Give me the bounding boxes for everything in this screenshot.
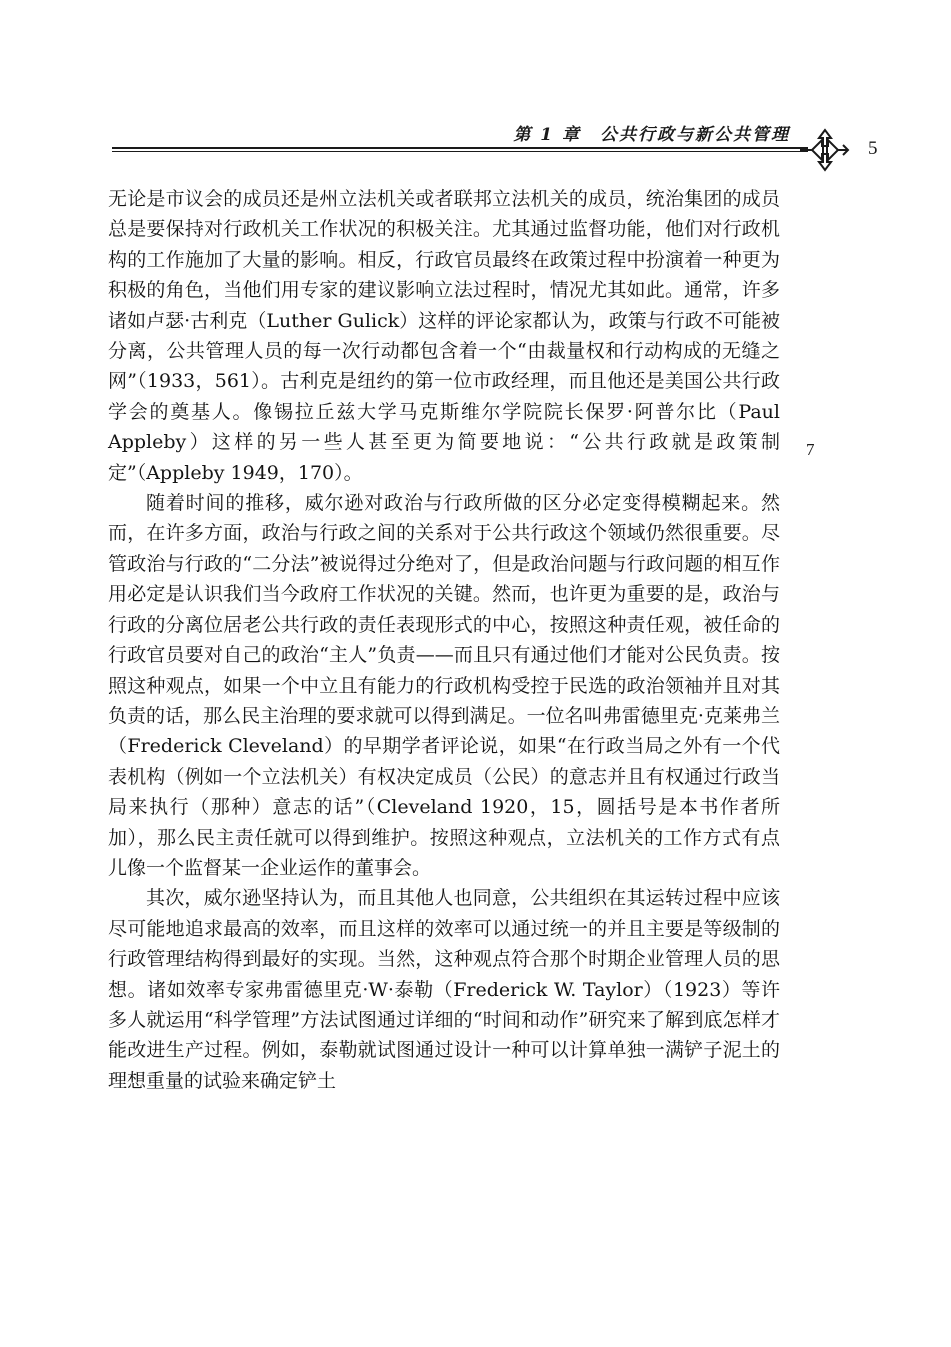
header-rule [112, 147, 808, 149]
body-text [108, 184, 780, 1096]
running-header-chapter-title: 第 1 章 公共行政与新公共管理 [513, 125, 790, 145]
paragraph: 其次，威尔逊坚持认为，而且其他人也同意，公共组织在其运转过程中应该尽可能地追求最高的效率，而且这样的效率可以通过统一的并且主要是等级制的行政管理结构得到最好的实现。当然，这种观点符合那个时期企业管理人员的思想。诸如效率专家弗雷德里克·W·泰勒（Frederick W. Taylor）（1923）等许多人就运用“科学管理”方法试图通过详细的“时间和动作”研究来了解到底怎样才能改进生产过程。例如，泰勒就试图通过设计一种可以计算单独一满铲子泥土的理想重量的试验来确定铲土 [108, 887, 780, 1092]
double-arrow-ornament-icon [798, 126, 850, 174]
paragraph: 无论是市议会的成员还是州立法机关或者联邦立法机关的成员，统治集团的成员总是要保持对行政机关工作状况的积极关注。尤其通过监督功能，他们对行政机构的工作施加了大量的影响。相反，行政官员最终在政策过程中扮演着一种更为积极的角色，当他们用专家的建议影响立法过程时，情况尤其如此。通常，许多诸如卢瑟·古利克（Luther Gulick）这样的评论家都认为，政策与行政不可能被分离，公共管理人员的每一次行动都包含着一个“由裁量权和行动构成的无缝之网”（1933，561）。古利克是纽约的第一位市政经理，而且他还是美国公共行政学会的奠基人。像锡拉丘兹大学马克斯维尔学院院长保罗·阿普尔比（Paul Appleby）这样的另一些人甚至更为简要地说：“公共行政就是政策制定”（Appleby 1949，170）。 [108, 188, 780, 484]
paragraph: 随着时间的推移，威尔逊对政治与行政所做的区分必定变得模糊起来。然而，在许多方面，政治与行政之间的关系对于公共行政这个领域仍然很重要。尽管政治与行政的“二分法”被说得过分绝对了，但是政治问题与行政问题的相互作用必定是认识我们当今政府工作状况的关键。然而，也许更为重要的是，政治与行政的分离位居老公共行政的责任表现形式的中心，按照这种责任观，被任命的行政官员要对自己的政治“主人”负责——而且只有通过他们才能对公民负责。按照这种观点，如果一个中立且有能力的行政机构受控于民选的政治领袖并且对其负责的话，那么民主治理的要求就可以得到满足。一位名叫弗雷德里克·克莱弗兰（Frederick Cleveland）的早期学者评论说，如果“在行政当局之外有一个代表机构（例如一个立法机关）有权决定成员（公民）的意志并且有权通过行政当局来执行（那种）意志的话”（Cleveland 1920，15，圆括号是本书作者所加），那么民主责任就可以得到维护。按照这种观点，立法机关的工作方式有点儿像一个监督某一企业运作的董事会。 [108, 492, 780, 879]
header-rule-thin [112, 151, 808, 152]
margin-page-reference: 7 [806, 440, 815, 459]
page-number: 5 [868, 138, 878, 159]
